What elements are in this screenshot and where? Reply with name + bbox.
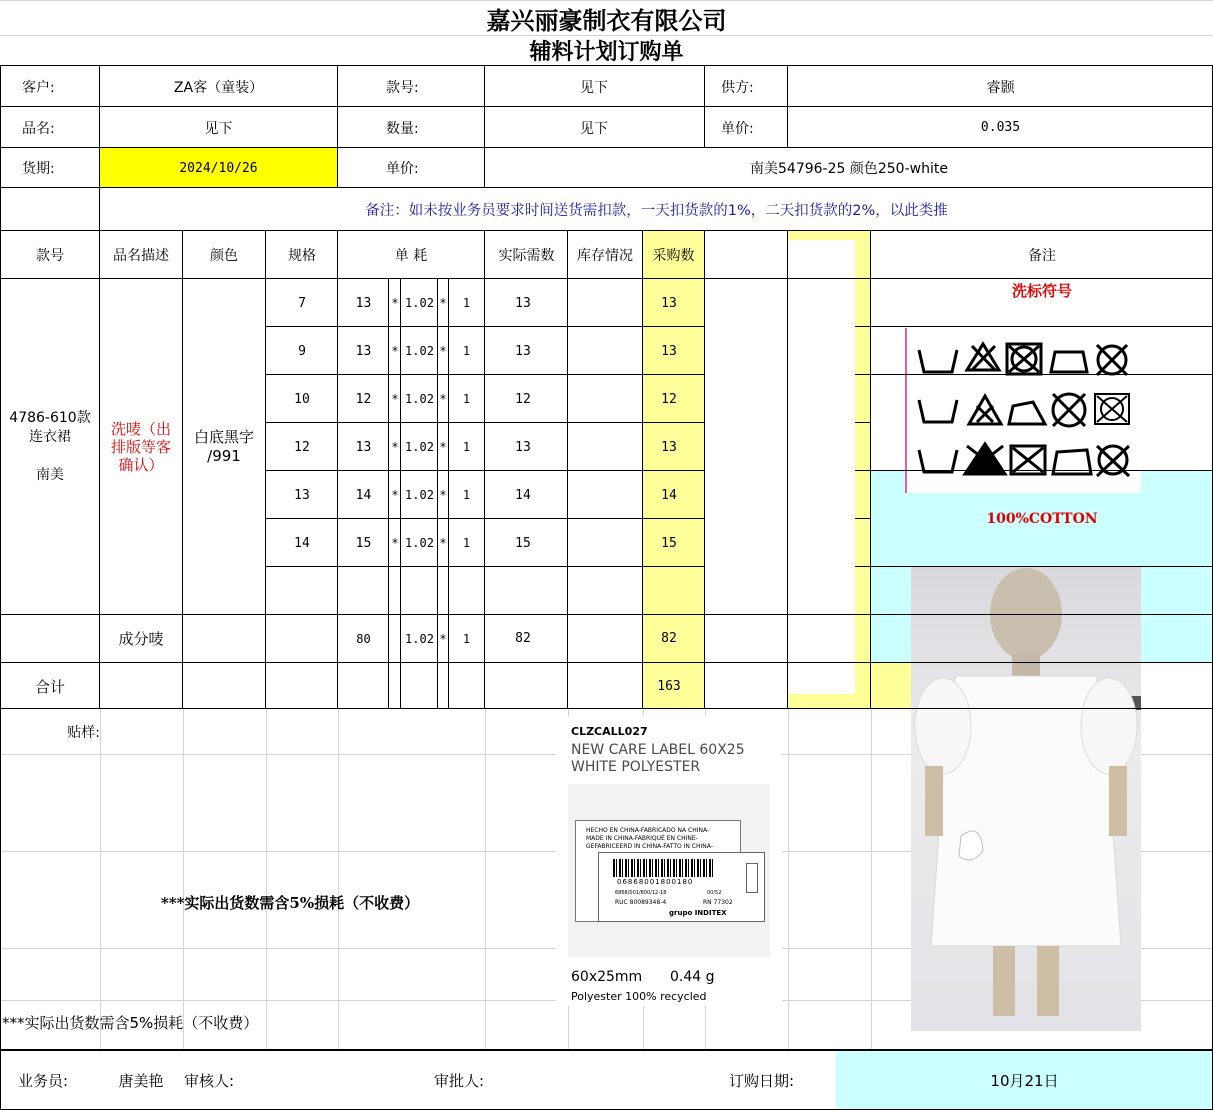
border-hline <box>870 470 1213 471</box>
row-size: 9 <box>298 343 306 359</box>
loss-note-bold: ***实际出货数需含5%损耗（不收费） <box>160 893 420 912</box>
border-hline <box>265 374 705 375</box>
border-vline <box>265 230 266 708</box>
order-date-value: 10月21日 <box>990 1072 1059 1090</box>
care-label-tab <box>746 863 758 893</box>
border-hline <box>870 374 1213 375</box>
care-label-front <box>598 852 765 922</box>
wash-tub-icon <box>919 350 957 372</box>
row-qty: 14 <box>355 487 372 503</box>
header-actual: 实际需数 <box>498 247 555 264</box>
row-mult: 1 <box>462 344 471 358</box>
row-actual: 13 <box>515 295 531 311</box>
price-value: 0.035 <box>980 120 1021 135</box>
row-mult: 1 <box>462 296 471 310</box>
care-label-photo <box>568 784 770 957</box>
row-actual: 13 <box>515 343 531 359</box>
border-hline <box>855 614 870 615</box>
row-qty: 15 <box>355 535 372 551</box>
supplier-value: 睿颢 <box>986 79 1015 96</box>
row-star1: * <box>391 344 399 358</box>
row-qty: 13 <box>355 343 372 359</box>
border-vline <box>182 230 183 708</box>
no-bleach-icon <box>969 396 1001 424</box>
border-hline <box>0 106 1213 107</box>
border-hline <box>0 708 1213 709</box>
row-purchase: 12 <box>661 391 677 407</box>
row-qty: 13 <box>355 295 372 311</box>
barcode-number: 06868001800180 <box>617 878 694 886</box>
border-vline <box>484 147 485 187</box>
row-star1: * <box>391 488 399 502</box>
border-hline <box>0 1049 1213 1051</box>
care-label-code: CLZCALL027 <box>571 724 648 738</box>
white-gap-column <box>705 240 855 694</box>
product-label: 品名: <box>22 120 55 137</box>
care-label-ruc: RUC 80089348-4 <box>615 899 667 906</box>
row-mult: 1 <box>462 440 471 454</box>
wash-symbols-panel <box>905 328 1141 493</box>
border-hline <box>855 422 870 423</box>
care-label-size: 60x25mm <box>571 969 643 985</box>
header-style: 款号 <box>36 247 64 264</box>
row-size: 12 <box>294 439 310 455</box>
border-vline <box>99 187 100 230</box>
border-hline <box>0 187 1213 188</box>
care-label-material: Polyester 100% recycled <box>571 989 707 1003</box>
care-label-title-1: NEW CARE LABEL 60X25 <box>571 742 745 758</box>
row-size: 10 <box>294 391 310 407</box>
approver-label: 审批人: <box>434 1072 485 1090</box>
care-label-back-text: HECHO EN CHINA-FABRICADO NA CHINA- MADE IN CHINA-FABRIQUÉ EN CHINE- GEFABRICEERD IN CHINA-FATTO IN CHINA- <box>586 827 713 850</box>
border-vline <box>99 147 100 187</box>
header-consumption: 单 耗 <box>394 247 428 264</box>
garment-photo <box>911 566 1141 1031</box>
border-vline <box>567 230 568 708</box>
qty-label: 数量: <box>386 120 419 137</box>
border-vline <box>388 278 389 708</box>
hand-wash-icon <box>919 450 957 472</box>
border-vline <box>870 230 871 708</box>
row-star2: * <box>439 392 447 406</box>
border-hline <box>855 566 870 567</box>
border-hline <box>265 326 705 327</box>
row-actual: 14 <box>515 487 531 503</box>
border-vline <box>437 278 438 708</box>
row-size: 14 <box>294 535 310 551</box>
company-name: 嘉兴丽豪制衣有限公司 <box>486 6 727 35</box>
form-title: 辅料计划订购单 <box>529 38 684 65</box>
header-stock: 库存情况 <box>577 247 633 264</box>
border-vline <box>400 278 401 708</box>
supplier-label: 供方: <box>721 79 754 96</box>
wash-symbols-title: 洗标符号 <box>1011 281 1072 300</box>
border-vline <box>787 230 788 708</box>
dress-on-mannequin-icon <box>911 566 1141 1031</box>
row-rate: 1.02 <box>405 296 434 310</box>
row-size: 7 <box>298 295 306 311</box>
row-rate: 1.02 <box>405 536 434 550</box>
order-date-label: 订购日期: <box>729 1072 795 1090</box>
border-vline <box>337 230 338 708</box>
border-vline <box>642 230 643 708</box>
row-star2: * <box>439 440 447 454</box>
style-value: 见下 <box>580 79 608 96</box>
composition-mult: 1 <box>462 631 471 646</box>
care-label-line-a: 6868/001/800/12-18 <box>615 890 667 896</box>
header-purchase: 采购数 <box>652 247 695 264</box>
row-star2: * <box>439 536 447 550</box>
row-purchase: 13 <box>661 439 677 455</box>
row-purchase: 13 <box>661 295 677 311</box>
composition-desc: 成分唛 <box>118 630 164 648</box>
border-hline <box>265 518 705 519</box>
row-rate: 1.02 <box>405 344 434 358</box>
care-label-title-2: WHITE POLYESTER <box>571 759 701 775</box>
border-vline <box>337 147 338 187</box>
border-hline <box>855 470 870 471</box>
border-hline <box>265 566 705 567</box>
total-label: 合计 <box>34 677 65 696</box>
row-actual: 15 <box>515 535 531 551</box>
border-vline <box>787 65 788 147</box>
unit-price-label: 单价: <box>386 161 419 177</box>
row-mult: 1 <box>462 392 471 406</box>
price-label: 单价: <box>721 120 754 137</box>
row-qty: 13 <box>355 439 372 455</box>
iron-low-icon <box>1009 402 1045 424</box>
sample-label: 贴样: <box>67 725 100 741</box>
border-vline <box>99 230 100 708</box>
style-label: 款号: <box>386 79 419 96</box>
row-actual: 12 <box>515 391 531 407</box>
care-label-weight: 0.44 g <box>670 969 715 985</box>
border-hline <box>870 326 1213 327</box>
row-purchase: 13 <box>661 343 677 359</box>
composition-actual: 82 <box>515 631 531 646</box>
row-size: 13 <box>294 487 310 503</box>
border-vline <box>484 65 485 147</box>
border-vline <box>484 230 485 708</box>
barcode <box>613 859 713 877</box>
row-actual: 13 <box>515 439 531 455</box>
care-label-sample <box>556 716 782 1006</box>
cotton-label: 100%COTTON <box>986 511 1098 527</box>
border-vline <box>99 65 100 147</box>
loss-note: ***实际出货数需含5%损耗（不收费） <box>2 1013 259 1032</box>
wash-30-icon <box>919 400 957 422</box>
product-value: 见下 <box>204 120 233 137</box>
border-hline <box>0 65 1213 66</box>
row-rate: 1.02 <box>405 392 434 406</box>
border-vline <box>704 65 705 147</box>
border-vline <box>0 65 1 1110</box>
border-hline <box>855 518 870 519</box>
border-hline <box>855 326 870 327</box>
color-cell: 白底黑字 /991 <box>193 427 254 465</box>
unit-price-value: 南美54796-25 颜色250-white <box>750 161 948 177</box>
row-mult: 1 <box>462 488 471 502</box>
border-hline <box>265 470 705 471</box>
reviewer-label: 审核人: <box>184 1072 235 1090</box>
border-hline <box>870 566 1213 567</box>
customer-value: ZA客（童装） <box>173 79 264 96</box>
row-star1: * <box>391 296 399 310</box>
care-symbol-icons <box>907 328 1141 493</box>
row-purchase: 15 <box>661 535 677 551</box>
border-hline <box>0 147 1213 148</box>
row-rate: 1.02 <box>405 488 434 502</box>
row-qty: 12 <box>355 391 372 407</box>
total-purchase: 163 <box>657 678 681 694</box>
qty-value: 见下 <box>580 120 608 137</box>
delivery-label: 货期: <box>22 161 55 177</box>
composition-purchase: 82 <box>661 631 677 646</box>
border-vline <box>704 230 705 708</box>
row-star2: * <box>439 344 447 358</box>
salesman-value: 唐美艳 <box>118 1072 164 1090</box>
row-star1: * <box>391 392 399 406</box>
desc-cell: 洗唛（出排版等客确认） <box>110 419 171 474</box>
care-label-line-a2: 00/52 <box>707 890 722 896</box>
header-notes: 备注 <box>1028 247 1056 264</box>
composition-star: * <box>439 631 447 646</box>
customer-label: 客户: <box>22 79 55 96</box>
iron-icon <box>1051 352 1087 372</box>
care-label-rn: RN 77302 <box>703 899 733 906</box>
border-vline <box>448 278 449 708</box>
row-mult: 1 <box>462 536 471 550</box>
delivery-value: 2024/10/26 <box>179 160 258 176</box>
row-purchase: 14 <box>661 487 677 503</box>
header-desc: 品名描述 <box>113 247 169 264</box>
row-star1: * <box>391 536 399 550</box>
border-hline <box>855 374 870 375</box>
style-cell: 4786-610款 连衣裙 南美 <box>9 409 91 483</box>
composition-rate: 1.02 <box>405 631 434 646</box>
header-color: 颜色 <box>210 247 238 264</box>
row-rate: 1.02 <box>405 440 434 454</box>
row-star2: * <box>439 488 447 502</box>
border-vline <box>337 65 338 147</box>
composition-qty: 80 <box>356 631 371 646</box>
row-star2: * <box>439 296 447 310</box>
cotton-row-fill-lower <box>871 662 911 708</box>
salesman-label: 业务员: <box>18 1072 69 1090</box>
care-label-brand: grupo INDITEX <box>669 909 727 917</box>
remark-text: 备注：如未按业务员要求时间送货需扣款，一天扣货款的1%，二天扣货款的2%，以此类推 <box>365 202 948 219</box>
row-star1: * <box>391 440 399 454</box>
border-hline <box>265 422 705 423</box>
header-size: 规格 <box>288 247 316 264</box>
